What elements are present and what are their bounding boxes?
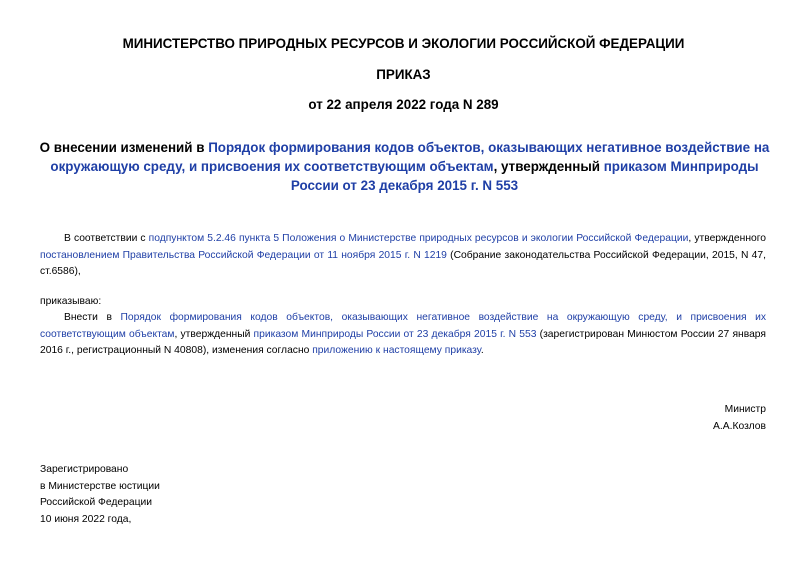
title-link-procedure[interactable]: Порядок формирования кодов объектов, оказывающих негативное воздействие на окружающую среду, и присвоения их соответствующим объектам (50, 140, 770, 174)
p2-middle2: (зарегистрирован Минюстом России 27 января 2016 г., регистрационный N 40808), изменения согласно (40, 328, 766, 356)
signature-name: А.А.Козлов (713, 420, 766, 432)
decree-word: приказываю: (40, 296, 102, 307)
p1-prefix: В соответствии с (64, 233, 149, 244)
p2-suffix: . (480, 345, 484, 356)
p2-link-appendix[interactable]: приложению к настоящему приказу (312, 345, 481, 356)
ministry-heading: МИНИСТЕРСТВО ПРИРОДНЫХ РЕСУРСОВ И ЭКОЛОГИИ РОССИЙСКОЙ ФЕДЕРАЦИИ (122, 36, 685, 51)
p1-middle: , утвержденного (688, 233, 766, 244)
registration-line-2: в Министерстве юстиции (40, 480, 160, 492)
signature-block (713, 402, 766, 435)
p2-middle: , утвержденный (174, 328, 254, 340)
registration-line-1: Зарегистрировано (40, 464, 129, 475)
document-title (36, 138, 773, 195)
p1-link-subparagraph[interactable]: подпунктом 5.2.46 пункта 5 Положения о Министерстве природных ресурсов и экологии Российской Федерации (148, 233, 689, 244)
p2-link-procedure[interactable]: Порядок формирования кодов объектов, оказывающих негативное воздействие на окружающую среду, и присвоения их соответствующим объектам (40, 312, 766, 340)
title-middle: , утвержденный (493, 159, 604, 174)
order-label: ПРИКАЗ (376, 67, 431, 82)
p2-prefix: Внести в (64, 312, 121, 323)
registration-line-4: 10 июня 2022 года, (40, 513, 132, 525)
registration-block (40, 462, 160, 528)
title-link-order-553[interactable]: приказом Минприроды России от 23 декабря 2015 г. N 553 (290, 159, 759, 193)
registration-line-3: Российской Федерации (40, 497, 152, 508)
paragraph-amendment (40, 310, 766, 360)
p1-link-resolution[interactable]: постановлением Правительства Российской Федерации от 11 ноября 2015 г. N 1219 (40, 249, 447, 261)
p1-suffix: (Собрание законодательства Российской Федерации, 2015, N 47, ст.6586), (40, 249, 766, 277)
p2-link-order-553[interactable]: приказом Минприроды России от 23 декабря 2015 г. N 553 (253, 328, 537, 340)
title-prefix: О внесении изменений в (39, 140, 209, 155)
paragraph-basis (40, 231, 766, 281)
order-date-number: от 22 апреля 2022 года N 289 (308, 97, 499, 112)
signature-position: Министр (724, 404, 766, 415)
